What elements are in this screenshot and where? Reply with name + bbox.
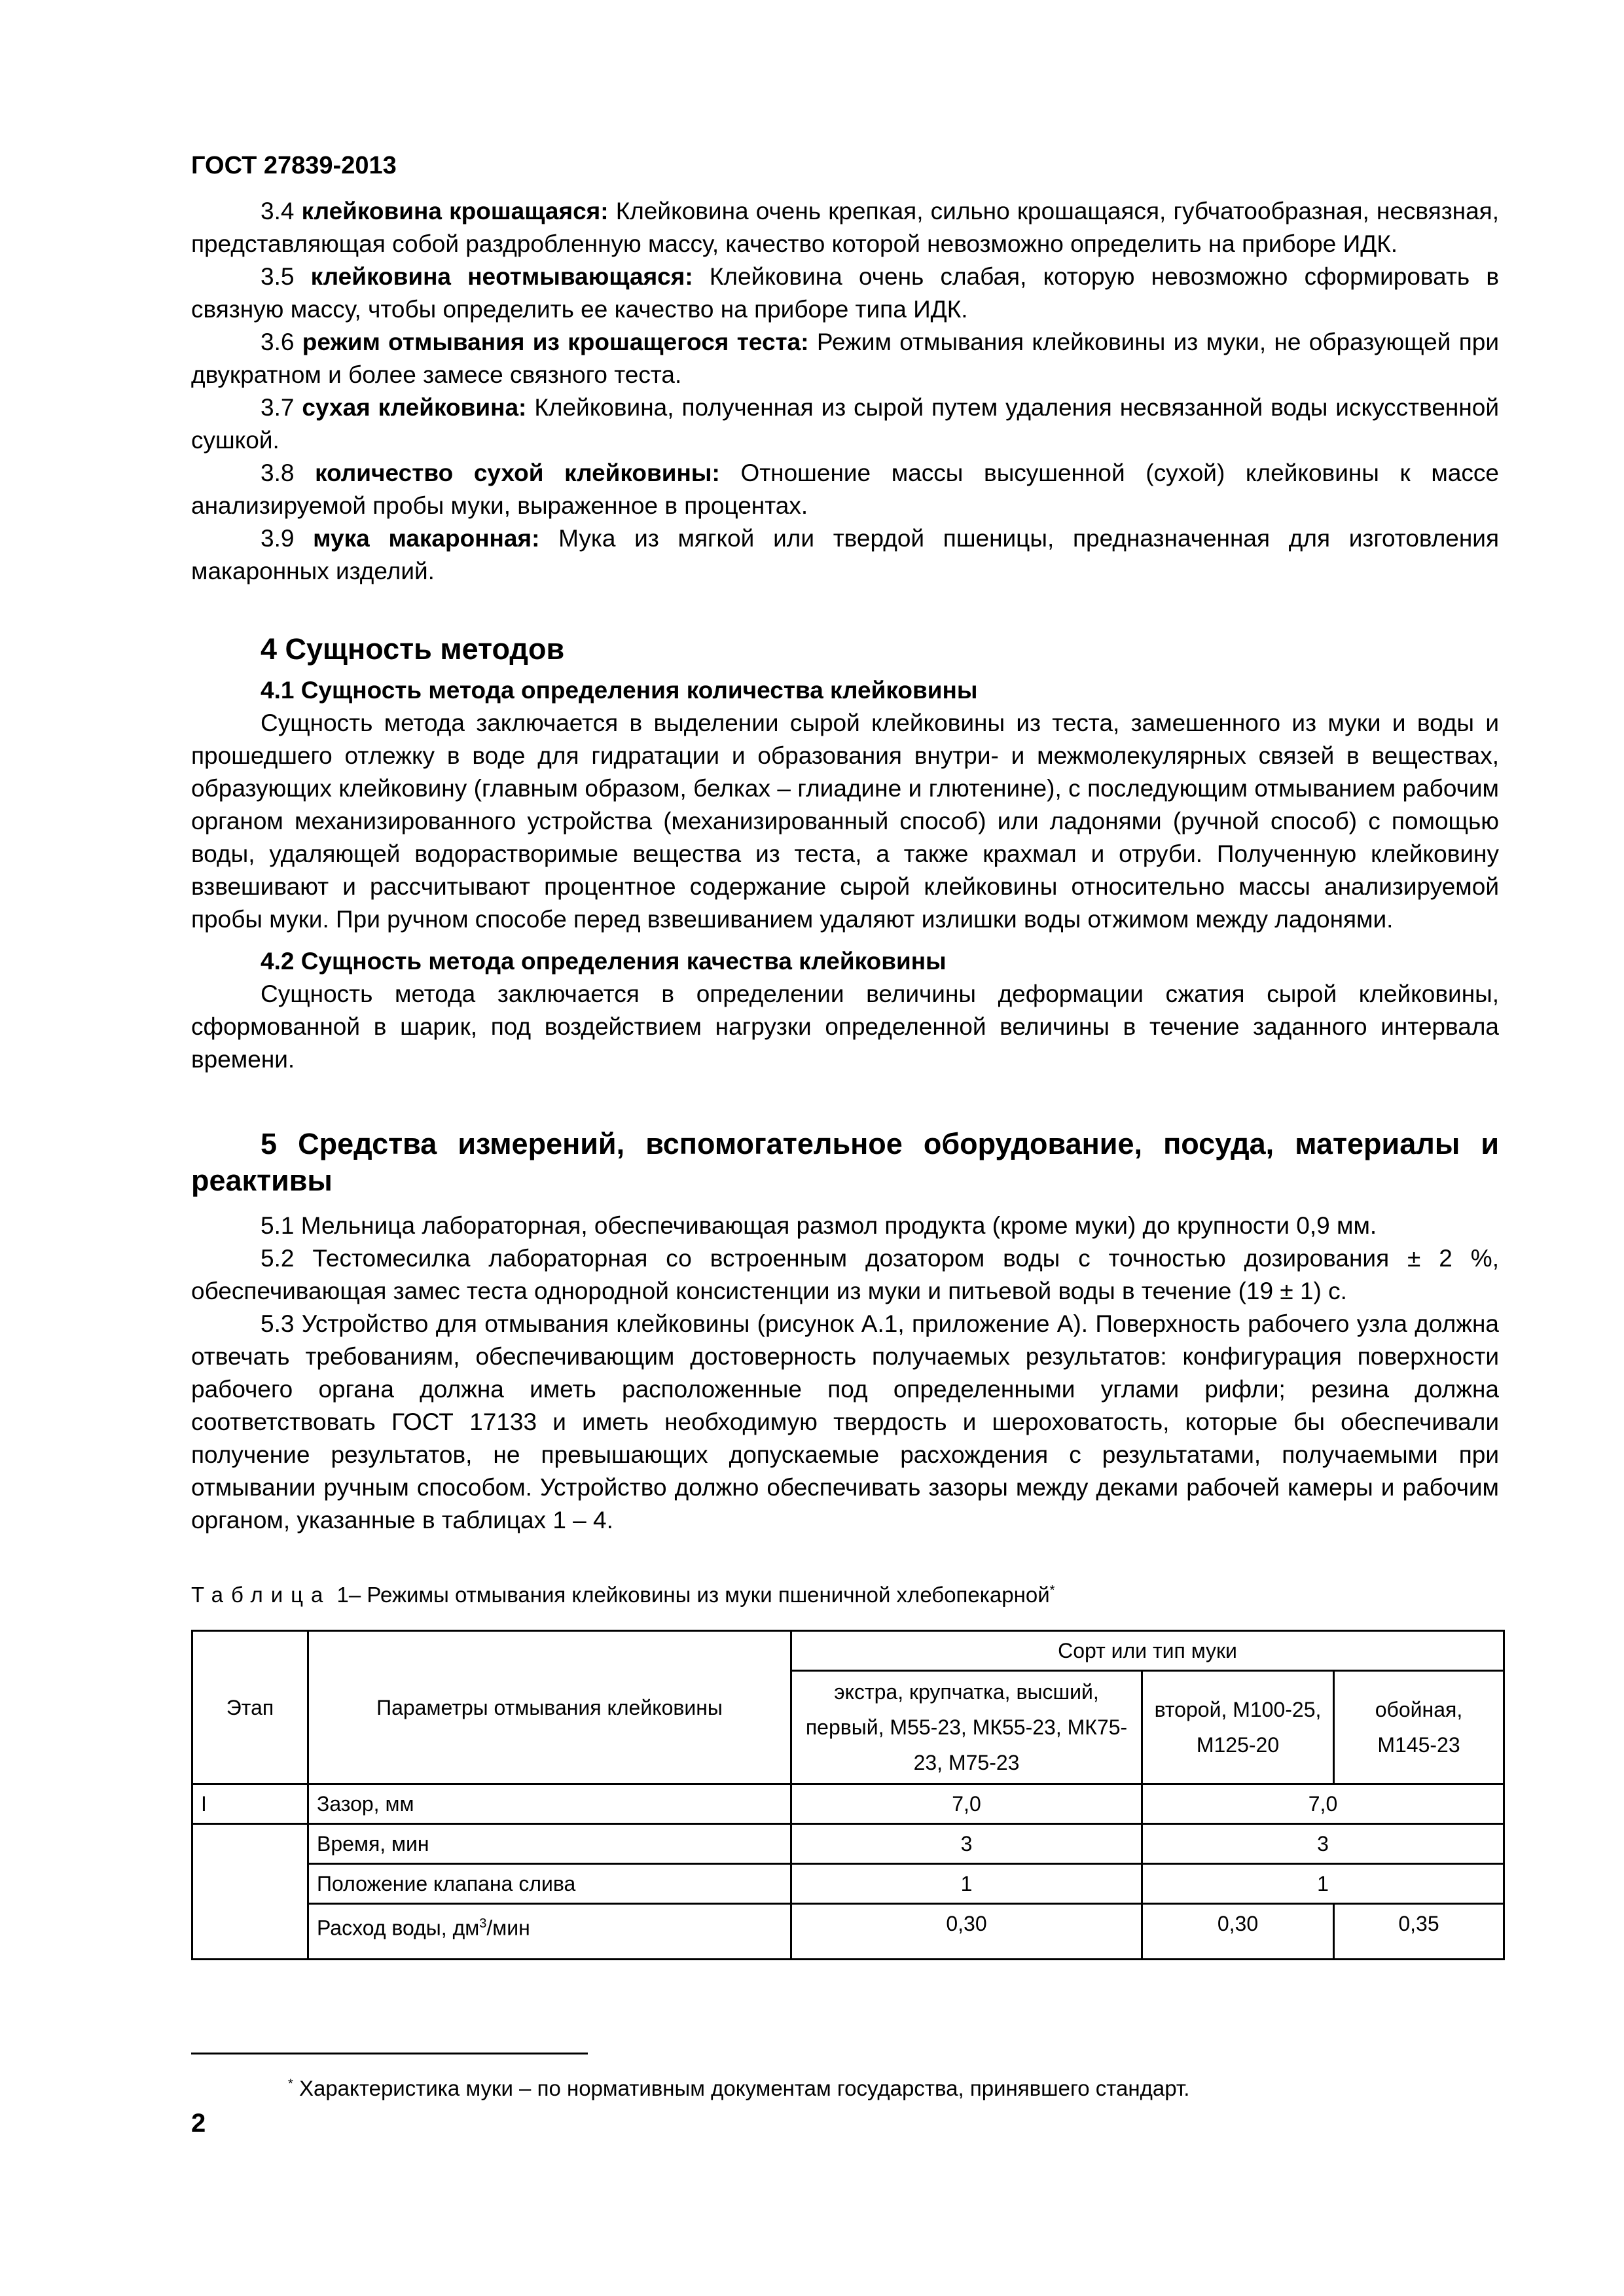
document-header: ГОСТ 27839-2013 <box>191 152 397 179</box>
table-row <box>192 1784 1504 1824</box>
table-caption-word: Таблица <box>191 1583 331 1607</box>
header-params: Параметры отмывания клейковины <box>308 1631 791 1784</box>
definition-term: клейковина крошащаяся: <box>301 198 609 224</box>
cell-value: 7,0 <box>1142 1784 1504 1824</box>
water-param-sup: 3 <box>479 1916 487 1931</box>
header-sort-2: второй, М100-25, М125-20 <box>1142 1671 1334 1784</box>
definition-text: Режим отмывания клейковины из муки, не образующей при двукратном и более замесе связного теста. <box>191 329 1499 388</box>
water-param-suffix: /мин <box>486 1916 530 1940</box>
definition-text: Клейковина очень слабая, которую невозможно сформировать в связную массу, чтобы определить ее качество на приборе типа ИДК. <box>191 263 1500 323</box>
clause-number: 3.8 <box>261 459 295 486</box>
section-4-1-title: 4.1 Сущность метода определения количества клейковины <box>261 677 978 704</box>
page-number: 2 <box>191 2109 206 2138</box>
cell-stage: I <box>192 1784 308 1824</box>
header-sort-3: обойная, М145-23 <box>1334 1671 1504 1784</box>
cell-value: 1 <box>791 1864 1142 1904</box>
cell-value: 3 <box>1142 1824 1504 1864</box>
cell-param: Зазор, мм <box>308 1784 791 1824</box>
clause-5-3: 5.3 Устройство для отмывания клейковины (рисунок А.1, приложение А). Поверхность рабочего узла должна отвечать требованиям, обеспечивающим достоверность получаемых результатов: конфигурация поверхности рабочего органа должна иметь расположенные под определенными углами рифли; резина должна соответствовать ГОСТ 17133 и иметь необходимую твердость и шероховатость, которые бы обеспечивали получение результатов, не превышающих допускаемые расхождения с результатами, получаемыми при отмывании ручным способом. Устройство должно обеспечивать зазоры между деками рабочей камеры и рабочим органом, указанные в таблицах 1 – 4. <box>191 1310 1499 1534</box>
definition-term: количество сухой клейковины: <box>315 459 720 486</box>
section-4 <box>191 631 1499 1076</box>
section-4-title: 4 Сущность методов <box>261 632 565 666</box>
footnote-text: Характеристика муки – по нормативным документам государства, принявшего стандарт. <box>293 2076 1190 2100</box>
clause-number: 3.5 <box>261 263 295 290</box>
definition-3-5 <box>191 260 1499 326</box>
definition-text: Клейковина, полученная из сырой путем удаления несвязанной воды искусственной сушкой. <box>191 394 1500 454</box>
definition-term: клейковина неотмывающаяся: <box>310 263 693 290</box>
cell-value: 0,35 <box>1334 1904 1504 1960</box>
table-row <box>192 1824 1504 1864</box>
cell-value: 7,0 <box>791 1784 1142 1824</box>
clause-number: 3.4 <box>261 198 295 224</box>
definition-text: Отношение массы высушенной (сухой) клейковины к массе анализируемой пробы муки, выраженное в процентах. <box>191 459 1499 519</box>
clause-number: 3.6 <box>261 329 295 355</box>
cell-value: 1 <box>1142 1864 1504 1904</box>
footnote-divider <box>191 2053 588 2054</box>
section-4-1-text: Сущность метода заключается в выделении сырой клейковины из теста, замешенного из муки и воды и прошедшего отлежку в воде для гидратации и образования внутри- и межмолекулярных связей в веществах, образующих клейковину (главным образом, белках – глиадине и глютенине), с последующим отмыванием рабочим органом механизированного устройства (механизированный способ) или ладонями (ручной способ) с помощью воды, удаляющей водорастворимые вещества из теста, а также крахмал и отруби. Полученную клейковину взвешивают и рассчитывают процентное содержание сырой клейковины относительно массы анализируемой пробы муки. При ручном способе перед взвешиванием удаляют излишки воды отжимом между ладонями. <box>191 709 1499 933</box>
footnote-mark: * <box>288 2077 293 2091</box>
definition-3-6 <box>191 326 1499 391</box>
definition-term: сухая клейковина: <box>302 394 527 421</box>
definition-3-7 <box>191 391 1499 457</box>
table-row <box>192 1904 1504 1960</box>
table-1 <box>191 1630 1505 1960</box>
section-4-2-text: Сущность метода заключается в определении величины деформации сжатия сырой клейковины, сформованной в шарик, под воздействием нагрузки определенной величины в течение заданного интервала времени. <box>191 980 1499 1073</box>
table-header-row <box>192 1631 1504 1671</box>
clause-number: 3.9 <box>261 525 295 552</box>
section-4-2-title: 4.2 Сущность метода определения качества клейковины <box>261 948 947 975</box>
header-stage: Этап <box>192 1631 308 1784</box>
definitions-block <box>191 195 1499 588</box>
definition-3-8 <box>191 457 1499 522</box>
footnote <box>288 2076 1189 2101</box>
table-row <box>192 1864 1504 1904</box>
section-5-title: 5 Средства измерений, вспомогательное оборудование, посуда, материалы и реактивы <box>191 1127 1499 1197</box>
definition-text: Мука из мягкой или твердой пшеницы, предназначенная для изготовления макаронных изделий. <box>191 525 1500 584</box>
definition-text: Клейковина очень крепкая, сильно крошащаяся, губчатообразная, несвязная, представляющая собой раздробленную массу, качество которой невозможно определить на приборе ИДК. <box>191 198 1499 257</box>
header-sort: Сорт или тип муки <box>791 1631 1504 1671</box>
clause-5-1: 5.1 Мельница лабораторная, обеспечивающая размол продукта (кроме муки) до крупности 0,9 мм. <box>261 1212 1377 1239</box>
table-caption-text: 1– Режимы отмывания клейковины из муки пшеничной хлебопекарной <box>331 1583 1050 1607</box>
definition-term: мука макаронная: <box>313 525 540 552</box>
water-param-text: Расход воды, дм <box>317 1916 480 1940</box>
definition-3-4 <box>191 195 1499 260</box>
cell-param: Время, мин <box>308 1824 791 1864</box>
clause-number: 3.7 <box>261 394 295 421</box>
section-5 <box>191 1126 1499 1537</box>
cell-stage <box>192 1824 308 1960</box>
cell-value: 0,30 <box>1142 1904 1334 1960</box>
definition-term: режим отмывания из крошащегося теста: <box>302 329 809 355</box>
cell-param <box>308 1904 791 1960</box>
cell-value: 3 <box>791 1824 1142 1864</box>
cell-value: 0,30 <box>791 1904 1142 1960</box>
footnote-mark: * <box>1049 1583 1055 1598</box>
definition-3-9 <box>191 522 1499 588</box>
cell-param: Положение клапана слива <box>308 1864 791 1904</box>
clause-5-2: 5.2 Тестомесилка лабораторная со встроенным дозатором воды с точностью дозирования ± 2 %, обеспечивающая замес теста однородной консистенции из муки и питьевой воды в течение (19 ± 1) с. <box>191 1245 1499 1304</box>
header-sort-1: экстра, крупчатка, высший, первый, М55-23, МК55-23, МК75-23, М75-23 <box>791 1671 1142 1784</box>
table-caption <box>191 1583 1055 1607</box>
